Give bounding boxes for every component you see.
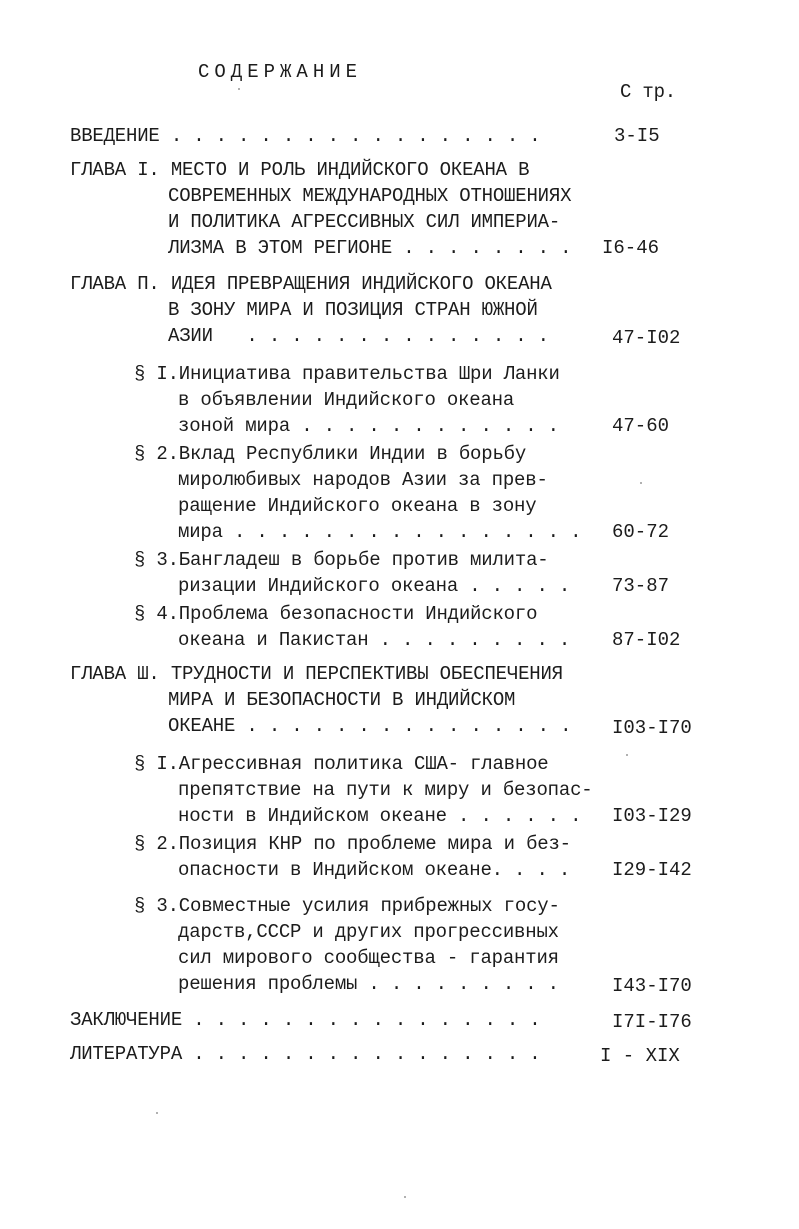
toc-chapter-1-line: СОВРЕМЕННЫХ МЕЖДУНАРОДНЫХ ОТНОШЕНИЯХ: [168, 185, 572, 207]
toc-pages-section: 73-87: [612, 575, 670, 597]
toc-pages-intro: 3-I5: [614, 125, 660, 147]
toc-section-line: ности в Индийском океане . . . . . .: [178, 805, 582, 827]
toc-pages-section: I29-I42: [612, 859, 692, 881]
toc-section-line: миролюбивых народов Азии за прев-: [178, 469, 548, 491]
toc-chapter-1-line: ЛИЗМА В ЭТОМ РЕГИОНЕ . . . . . . . .: [168, 237, 572, 259]
toc-entry-conclusion: ЗАКЛЮЧЕНИЕ . . . . . . . . . . . . . . . .: [70, 1009, 541, 1031]
toc-chapter-2-line: АЗИИ . . . . . . . . . . . . . .: [168, 325, 549, 347]
toc-chapter-2-line: В ЗОНУ МИРА И ПОЗИЦИЯ СТРАН ЮЖНОЙ: [168, 299, 538, 321]
scan-speck: [640, 482, 642, 484]
scan-speck: [404, 1196, 406, 1198]
toc-section-line: зоной мира . . . . . . . . . . . .: [178, 415, 559, 437]
toc-pages-chapter-2: 47-I02: [612, 327, 681, 349]
toc-entry-literature: ЛИТЕРАТУРА . . . . . . . . . . . . . . . .: [70, 1043, 541, 1065]
toc-chapter-3-line: ОКЕАНЕ . . . . . . . . . . . . . . .: [168, 715, 572, 737]
toc-section-line: дарств,СССР и других прогрессивных: [178, 921, 559, 943]
toc-chapter-3-line: МИРА И БЕЗОПАСНОСТИ В ИНДИЙСКОМ: [168, 689, 516, 711]
page-column-header: С тр.: [620, 81, 677, 103]
toc-section-line: § 4.Проблема безопасности Индийского: [134, 603, 538, 625]
toc-section-line: § 2.Вклад Республики Индии в борьбу: [134, 443, 527, 465]
toc-section-line: § I.Агрессивная политика США- главное: [134, 753, 549, 775]
toc-section-line: решения проблемы . . . . . . . . .: [178, 973, 559, 995]
toc-section-line: океана и Пакистан . . . . . . . . .: [178, 629, 571, 651]
toc-pages-section: I43-I70: [612, 975, 692, 997]
scan-speck: [238, 88, 240, 90]
toc-section-line: § I.Инициатива правительства Шри Ланки: [134, 363, 560, 385]
toc-pages-section: 87-I02: [612, 629, 681, 651]
toc-pages-section: 60-72: [612, 521, 670, 543]
toc-chapter-2-line: ГЛАВА П. ИДЕЯ ПРЕВРАЩЕНИЯ ИНДИЙСКОГО ОКЕАНА: [70, 273, 552, 295]
page-title: СОДЕРЖАНИЕ: [198, 61, 363, 83]
toc-section-line: опасности в Индийском океане. . . .: [178, 859, 571, 881]
toc-pages-chapter-1: I6-46: [602, 237, 660, 259]
toc-section-line: в объявлении Индийского океана: [178, 389, 515, 411]
toc-section-line: § 3.Бангладеш в борьбе против милита-: [134, 549, 549, 571]
toc-section-line: § 2.Позиция КНР по проблеме мира и без-: [134, 833, 571, 855]
toc-chapter-1-line: ГЛАВА I. МЕСТО И РОЛЬ ИНДИЙСКОГО ОКЕАНА В: [70, 159, 530, 181]
toc-section-line: § 3.Совместные усилия прибрежных госу-: [134, 895, 560, 917]
toc-chapter-3-line: ГЛАВА Ш. ТРУДНОСТИ И ПЕРСПЕКТИВЫ ОБЕСПЕЧЕНИЯ: [70, 663, 563, 685]
toc-pages-chapter-3: I03-I70: [612, 717, 692, 739]
toc-section-line: сил мирового сообщества - гарантия: [178, 947, 559, 969]
toc-section-line: ризации Индийского океана . . . . .: [178, 575, 571, 597]
scan-speck: [626, 754, 628, 756]
toc-section-line: препятствие на пути к миру и безопас-: [178, 779, 593, 801]
toc-pages-literature: I - XIX: [600, 1045, 680, 1067]
toc-pages-section: 47-60: [612, 415, 670, 437]
toc-chapter-1-line: И ПОЛИТИКА АГРЕССИВНЫХ СИЛ ИМПЕРИА-: [168, 211, 561, 233]
scan-speck: [156, 1112, 158, 1114]
toc-entry-intro: ВВЕДЕНИЕ . . . . . . . . . . . . . . . . .: [70, 125, 541, 147]
toc-section-line: мира . . . . . . . . . . . . . . . .: [178, 521, 582, 543]
toc-pages-section: I03-I29: [612, 805, 692, 827]
toc-pages-conclusion: I7I-I76: [612, 1011, 692, 1033]
toc-section-line: ращение Индийского океана в зону: [178, 495, 537, 517]
